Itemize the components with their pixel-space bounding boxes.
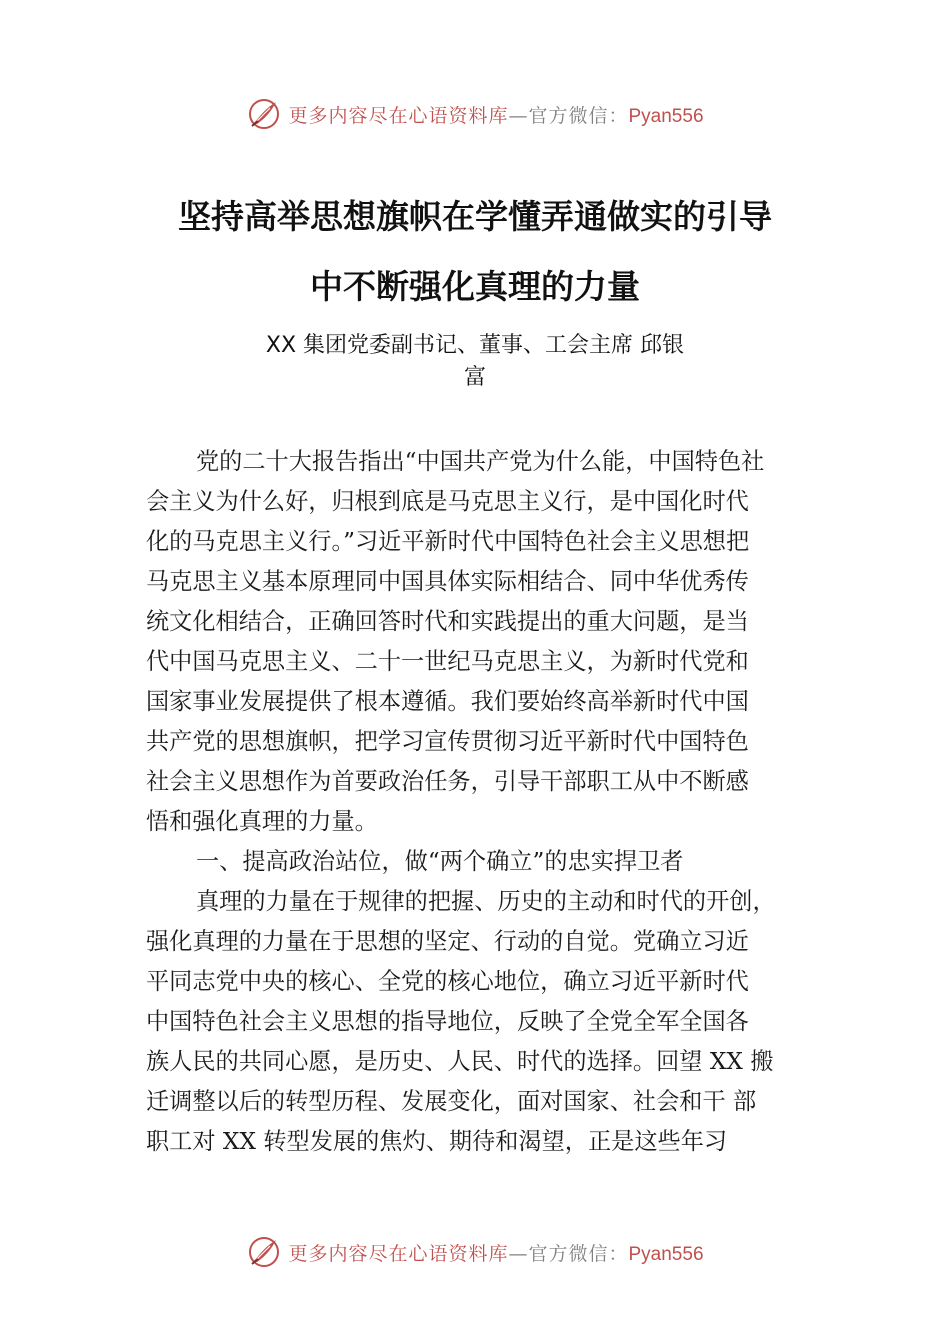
author-byline [150,330,800,394]
banner-slogan: 更多内容尽在心语资料库 [288,104,509,127]
body-line: 真理的力量在于规律的把握、历史的主动和时代的开创， [196,888,776,915]
banner-separator: — [508,1242,529,1265]
body-line: 化的马克思主义行。”习近平新时代中国特色社会主义思想把 [146,528,750,555]
document-title [120,182,830,322]
header-banner [0,94,950,134]
title-line-2: 中不断强化真理的力量 [310,267,640,306]
banner-wechat-id: Pyan556 [628,105,704,127]
banner-wechat-id: Pyan556 [628,1243,704,1265]
banner-slogan: 更多内容尽在心语资料库 [288,1242,509,1265]
body-line: 族人民的共同心愿，是历史、人民、时代的选择。回望 XX 搬 [146,1048,774,1075]
quill-pen-logo-icon [246,1234,282,1270]
banner-wechat-label: 官方微信： [528,1242,629,1265]
body-line: 强化真理的力量在于思想的坚定、行动的自觉。党确立习近 [146,928,749,955]
body-line: 国家事业发展提供了根本遵循。我们要始终高举新时代中国 [146,688,749,715]
body-line: 悟和强化真理的力量。 [146,808,378,835]
title-line-1: 坚持高举思想旗帜在学懂弄通做实的引导 [178,197,772,236]
body-line: 代中国马克思主义、二十一世纪马克思主义，为新时代党和 [146,648,749,675]
body-line: 职工对 XX 转型发展的焦灼、期待和渴望，正是这些年习 [146,1128,728,1155]
banner-separator: — [508,104,529,127]
banner-text [288,101,703,128]
body-line: 党的二十大报告指出“中国共产党为什么能，中国特色社 [196,448,765,475]
body-line: 社会主义思想作为首要政治任务，引导干部职工从中不断感 [146,768,749,795]
section-heading: 一、提高政治站位，做“两个确立”的忠实捍卫者 [196,848,684,875]
body-line: 共产党的思想旗帜，把学习宣传贯彻习近平新时代中国特色 [146,728,749,755]
quill-pen-logo-icon [246,96,282,132]
author-line-2: 富 [463,365,486,390]
body-line: 马克思主义基本原理同中国具体实际相结合、同中华优秀传 [146,568,749,595]
body-line: 迁调整以后的转型历程、发展变化，面对国家、社会和干 部 [146,1088,757,1115]
footer-banner [0,1232,950,1272]
body-line: 平同志党中央的核心、全党的核心地位，确立习近平新时代 [146,968,749,995]
body-line: 中国特色社会主义思想的指导地位，反映了全党全军全国各 [146,1008,749,1035]
document-body [146,442,836,1162]
body-line: 会主义为什么好，归根到底是马克思主义行，是中国化时代 [146,488,749,515]
body-line: 统文化相结合，正确回答时代和实践提出的重大问题，是当 [146,608,749,635]
author-line-1: XX 集团党委副书记、董事、工会主席 邱银 [265,333,685,358]
banner-wechat-label: 官方微信： [528,104,629,127]
banner-text [288,1239,703,1266]
